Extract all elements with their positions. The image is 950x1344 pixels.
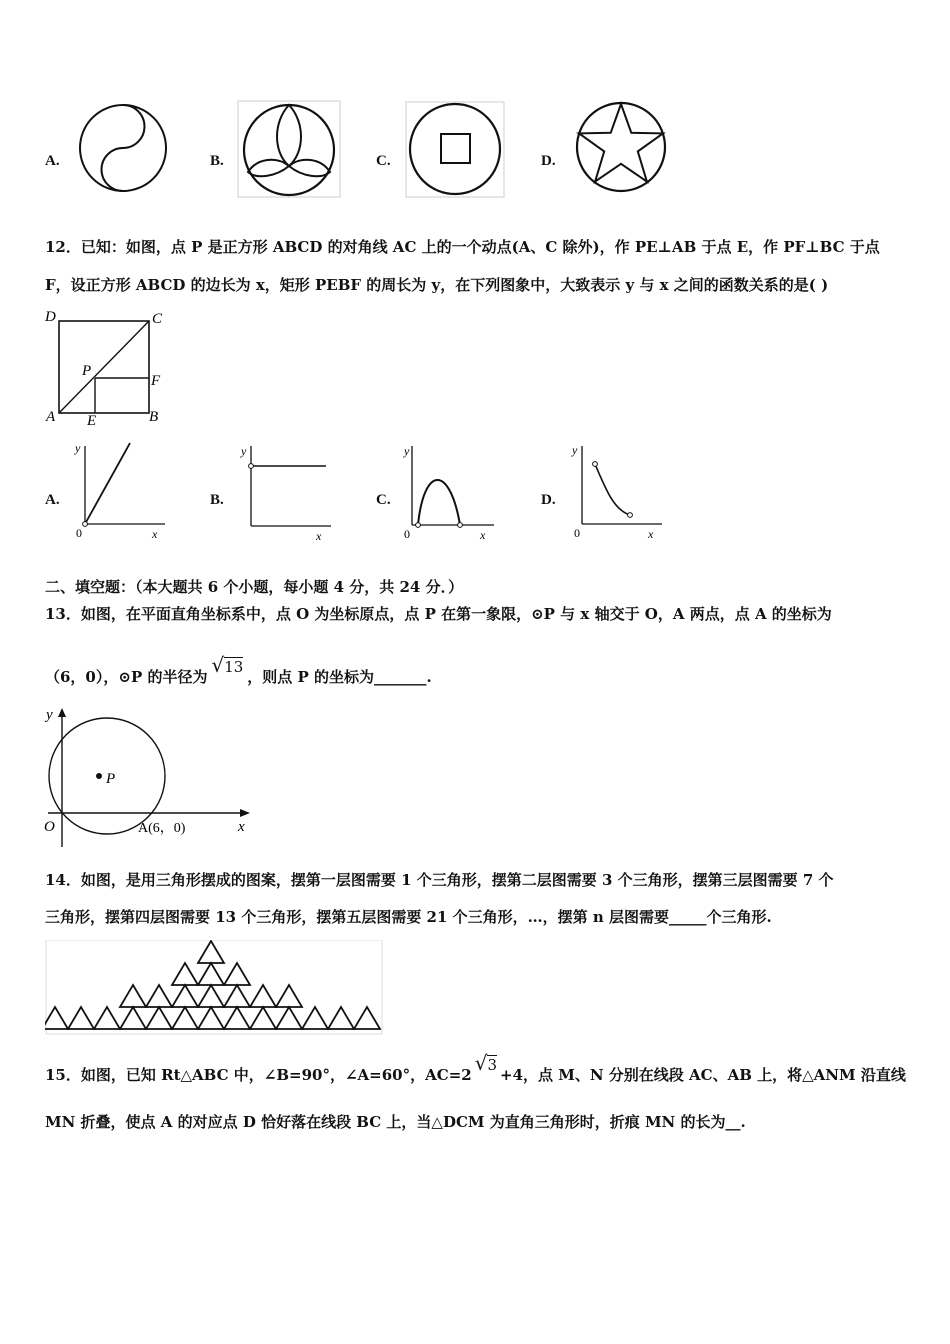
axis-y: y [75, 441, 81, 455]
label-d: D [45, 309, 56, 325]
q12-option-b-label: B. [210, 492, 224, 508]
sqrt-13: √13 [211, 653, 244, 677]
pattern-triangle [198, 1007, 224, 1029]
pattern-triangle [198, 963, 224, 985]
pattern-triangle [146, 985, 172, 1007]
pattern-triangle [120, 985, 146, 1007]
label-origin: O [44, 819, 55, 835]
q13-line-2-end: ，则点 P 的坐标为_______. [247, 668, 432, 686]
axis-origin: 0 [574, 526, 580, 540]
pattern-triangle [120, 1007, 146, 1029]
q12-question-line-1: 12．已知：如图，点 P 是正方形 ABCD 的对角线 AC 上的一个动点(A、C 除外)，作 PE⊥AB 于点 E，作 PF⊥BC 于点 [45, 238, 880, 256]
label-f: F [151, 373, 161, 389]
graph-a-linear [70, 440, 170, 542]
label-p: P [106, 771, 116, 787]
pattern-triangle [68, 1007, 94, 1029]
q11-option-a-label: A. [45, 153, 60, 169]
yin-yang-figure [76, 102, 172, 194]
label-e: E [87, 413, 97, 429]
pattern-triangle [45, 1007, 68, 1029]
pattern-triangle [250, 985, 276, 1007]
pattern-triangle [276, 985, 302, 1007]
label-p: P [82, 363, 92, 379]
axis-x: x [238, 819, 245, 835]
square-abcd-figure [42, 305, 172, 429]
section-2-heading: 二、填空题：（本大题共 6 个小题，每小题 4 分，共 24 分．） [45, 578, 464, 596]
graph-c-parabola [400, 440, 500, 542]
q12-question-line-2: F，设正方形 ABCD 的边长为 x，矩形 PEBF 的周长为 y，在下列图象中，大致表示 y 与 x 之间的函数关系的是( ) [45, 276, 829, 294]
triangle-layers [45, 941, 380, 1029]
graph-b-constant [236, 440, 336, 542]
pattern-triangle [224, 963, 250, 985]
axis-y: y [572, 443, 578, 457]
pattern-triangle [328, 1007, 354, 1029]
q15-line-1-start: 15．如图，已知 Rt△ABC 中，∠B=90°，∠A=60°，AC=2 [45, 1066, 472, 1084]
pattern-triangle [172, 985, 198, 1007]
axis-x: x [648, 527, 654, 541]
axis-origin: 0 [404, 527, 410, 541]
axis-y: y [241, 444, 247, 458]
q12-option-d-label: D. [541, 492, 556, 508]
q11-option-d-label: D. [541, 153, 556, 169]
q11-option-b-label: B. [210, 153, 224, 169]
pattern-triangle [250, 1007, 276, 1029]
pattern-triangle [94, 1007, 120, 1029]
pattern-triangle [302, 1007, 328, 1029]
q12-option-c-label: C. [376, 492, 391, 508]
axis-y: y [404, 444, 410, 458]
q12-option-a-label: A. [45, 492, 60, 508]
q15-question-line-2: MN 折叠，使点 A 的对应点 D 恰好落在线段 BC 上，当△DCM 为直角三角形时，折痕 MN 的长为__. [45, 1113, 746, 1131]
axis-x: x [480, 528, 486, 542]
circle-p-coordinate-figure [40, 705, 255, 850]
pattern-triangle [224, 1007, 250, 1029]
label-b: B [149, 409, 159, 425]
pattern-triangle [198, 941, 224, 963]
pattern-triangle [198, 985, 224, 1007]
axis-origin: 0 [76, 526, 82, 540]
pattern-triangle [172, 1007, 198, 1029]
star-in-circle-figure [573, 100, 669, 194]
axis-y: y [46, 707, 53, 723]
label-a-coordinate: A(6，0) [138, 821, 186, 836]
coin-figure [405, 101, 505, 198]
q15-line-1-end: +4，点 M、N 分别在线段 AC、AB 上，将△ANM 沿直线 [500, 1066, 906, 1084]
label-c: C [152, 311, 163, 327]
pattern-triangle [354, 1007, 380, 1029]
q11-option-c-label: C. [376, 153, 391, 169]
axis-x: x [152, 527, 158, 541]
q13-question-line-2 [45, 653, 432, 687]
pattern-triangle [224, 985, 250, 1007]
triangle-pattern-figure [45, 940, 385, 1036]
pattern-triangle [146, 1007, 172, 1029]
pattern-triangle [276, 1007, 302, 1029]
q14-question-line-2: 三角形，摆第四层图需要 13 个三角形，摆第五层图需要 21 个三角形，…，摆第 n 层图需要_____个三角形. [45, 908, 772, 926]
pattern-triangle [172, 963, 198, 985]
q14-question-line-1: 14．如图，是用三角形摆成的图案，摆第一层图需要 1 个三角形，摆第二层图需要 3 个三角形，摆第三层图需要 7 个 [45, 871, 834, 889]
axis-x: x [316, 529, 322, 542]
graph-d-decreasing [568, 440, 668, 542]
three-petal-figure [237, 100, 341, 198]
q13-line-2-start: （6，0），⊙P 的半径为 [45, 668, 208, 686]
label-a: A [46, 409, 56, 425]
q13-question-line-1: 13．如图，在平面直角坐标系中，点 O 为坐标原点，点 P 在第一象限，⊙P 与 x 轴交于 O，A 两点，点 A 的坐标为 [45, 605, 832, 623]
sqrt-3: √3 [474, 1051, 497, 1075]
q15-question-line-1 [45, 1051, 906, 1085]
